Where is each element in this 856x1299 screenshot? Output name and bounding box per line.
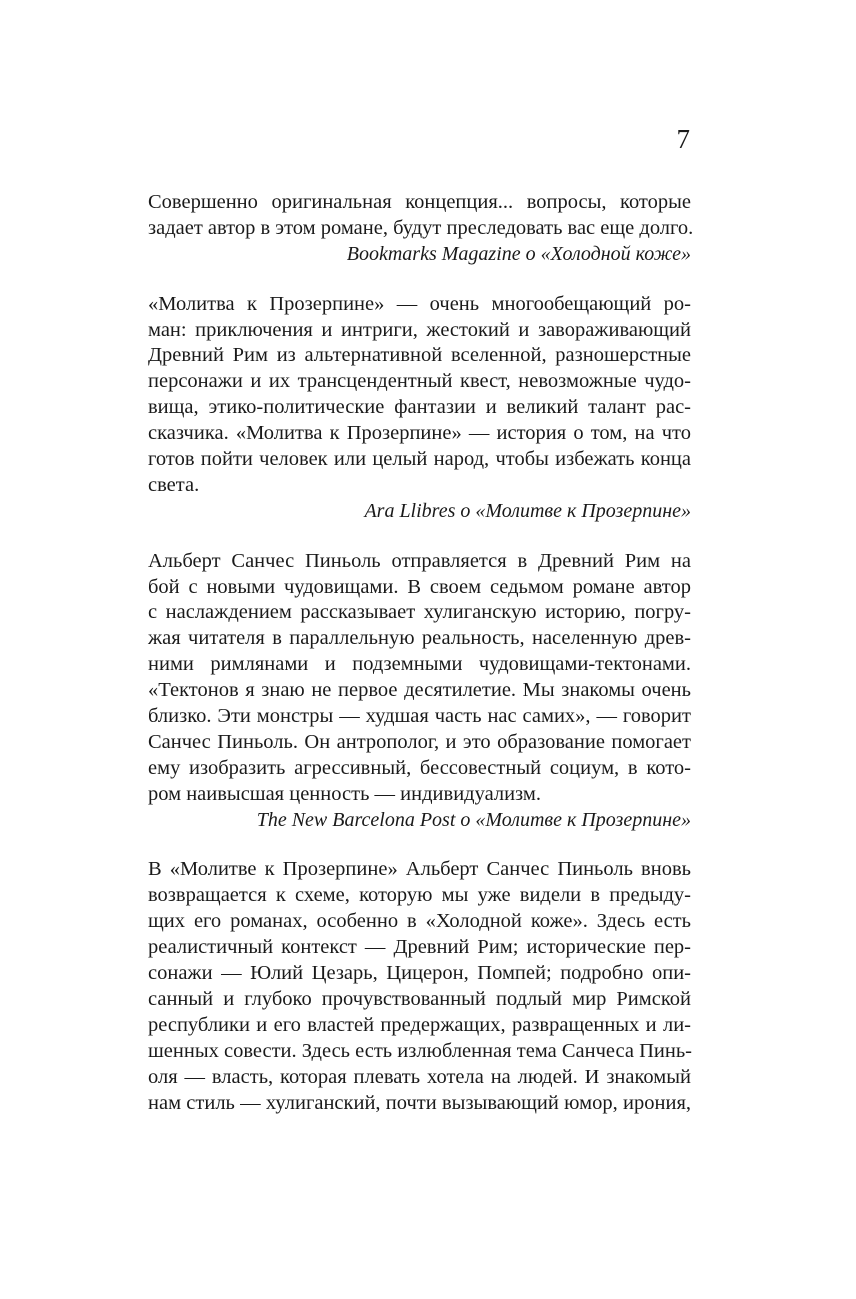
- review-4-line-5: сонажи — Юлий Цезарь, Цицерон, Помпей; подробно опи-: [148, 962, 691, 985]
- review-3-line-10: ром наивысшая ценность — индивидуализм.: [148, 782, 541, 805]
- review-3-source: The New Barcelona Post о «Молитве к Прозерпине»: [256, 808, 691, 831]
- page-number: 7: [676, 124, 690, 154]
- review-2-line-3: Древний Рим из альтернативной вселенной, разношерстные: [148, 344, 691, 367]
- review-2-line-4: персонажи и их трансцендентный квест, невозможные чудо-: [148, 370, 691, 393]
- review-1: [148, 190, 694, 268]
- review-2-line-5: вища, этико-политические фантазии и великий талант рас-: [148, 396, 691, 419]
- review-4-line-4: реалистичный контекст — Древний Рим; исторические пер-: [148, 936, 691, 959]
- review-1-line-2: задает автор в этом романе, будут преследовать вас еще долго.: [148, 216, 694, 239]
- review-3-line-6: «Тектонов я знаю не первое десятилетие. Мы знакомы очень: [148, 679, 691, 702]
- review-2-line-2: ман: приключения и интриги, жестокий и завораживающий: [148, 318, 691, 341]
- review-3-line-8: Санчес Пиньоль. Он антрополог, и это образование помогает: [148, 730, 691, 753]
- review-1-source: Bookmarks Magazine о «Холодной коже»: [346, 242, 691, 265]
- review-4: [148, 857, 691, 1116]
- review-4-line-1: В «Молитве к Прозерпине» Альберт Санчес Пиньоль вновь: [148, 858, 691, 881]
- review-3-line-1: Альберт Санчес Пиньоль отправляется в Древний Рим на: [148, 549, 691, 572]
- page-content: [148, 190, 694, 1140]
- review-4-line-8: шенных совести. Здесь есть излюбленная тема Санчеса Пинь-: [148, 1039, 693, 1062]
- review-3-line-9: ему изобразить агрессивный, бессовестный социум, в кото-: [148, 756, 691, 779]
- review-4-line-3: щих его романах, особенно в «Холодной коже». Здесь есть: [148, 910, 691, 933]
- review-2: [148, 292, 691, 525]
- review-3: [148, 549, 691, 834]
- review-3-line-5: ними римлянами и подземными чудовищами-тектонами.: [148, 653, 691, 676]
- review-4-line-10: нам стиль — хулиганский, почти вызывающий юмор, ирония,: [148, 1091, 691, 1114]
- review-2-source: Ara Llibres о «Молитве к Прозерпине»: [364, 499, 691, 522]
- review-3-line-3: с наслаждением рассказывает хулиганскую историю, погру-: [148, 601, 691, 624]
- review-4-line-9: оля — власть, которая плевать хотела на людей. И знакомый: [148, 1065, 691, 1088]
- review-4-line-6: санный и глубоко прочувствованный подлый мир Римской: [148, 987, 691, 1010]
- review-2-line-6: сказчика. «Молитва к Прозерпине» — история о том, на что: [148, 422, 691, 445]
- review-3-line-2: бой с новыми чудовищами. В своем седьмом романе автор: [148, 575, 691, 598]
- review-1-line-1: Совершенно оригинальная концепция... вопросы, которые: [148, 191, 691, 213]
- review-3-line-7: близко. Эти монстры — худшая часть нас самих», — говорит: [148, 705, 691, 728]
- review-2-line-8: света.: [148, 473, 200, 496]
- review-3-line-4: жая читателя в параллельную реальность, населенную древ-: [148, 627, 691, 650]
- review-4-line-7: республики и его властей предержащих, развращенных и ли-: [148, 1013, 691, 1036]
- review-4-line-2: возвращается к схеме, которую мы уже видели в предыду-: [148, 884, 691, 907]
- review-2-line-1: «Молитва к Прозерпине» — очень многообещающий ро-: [148, 292, 691, 315]
- review-2-line-7: готов пойти человек или целый народ, чтобы избежать конца: [148, 448, 691, 471]
